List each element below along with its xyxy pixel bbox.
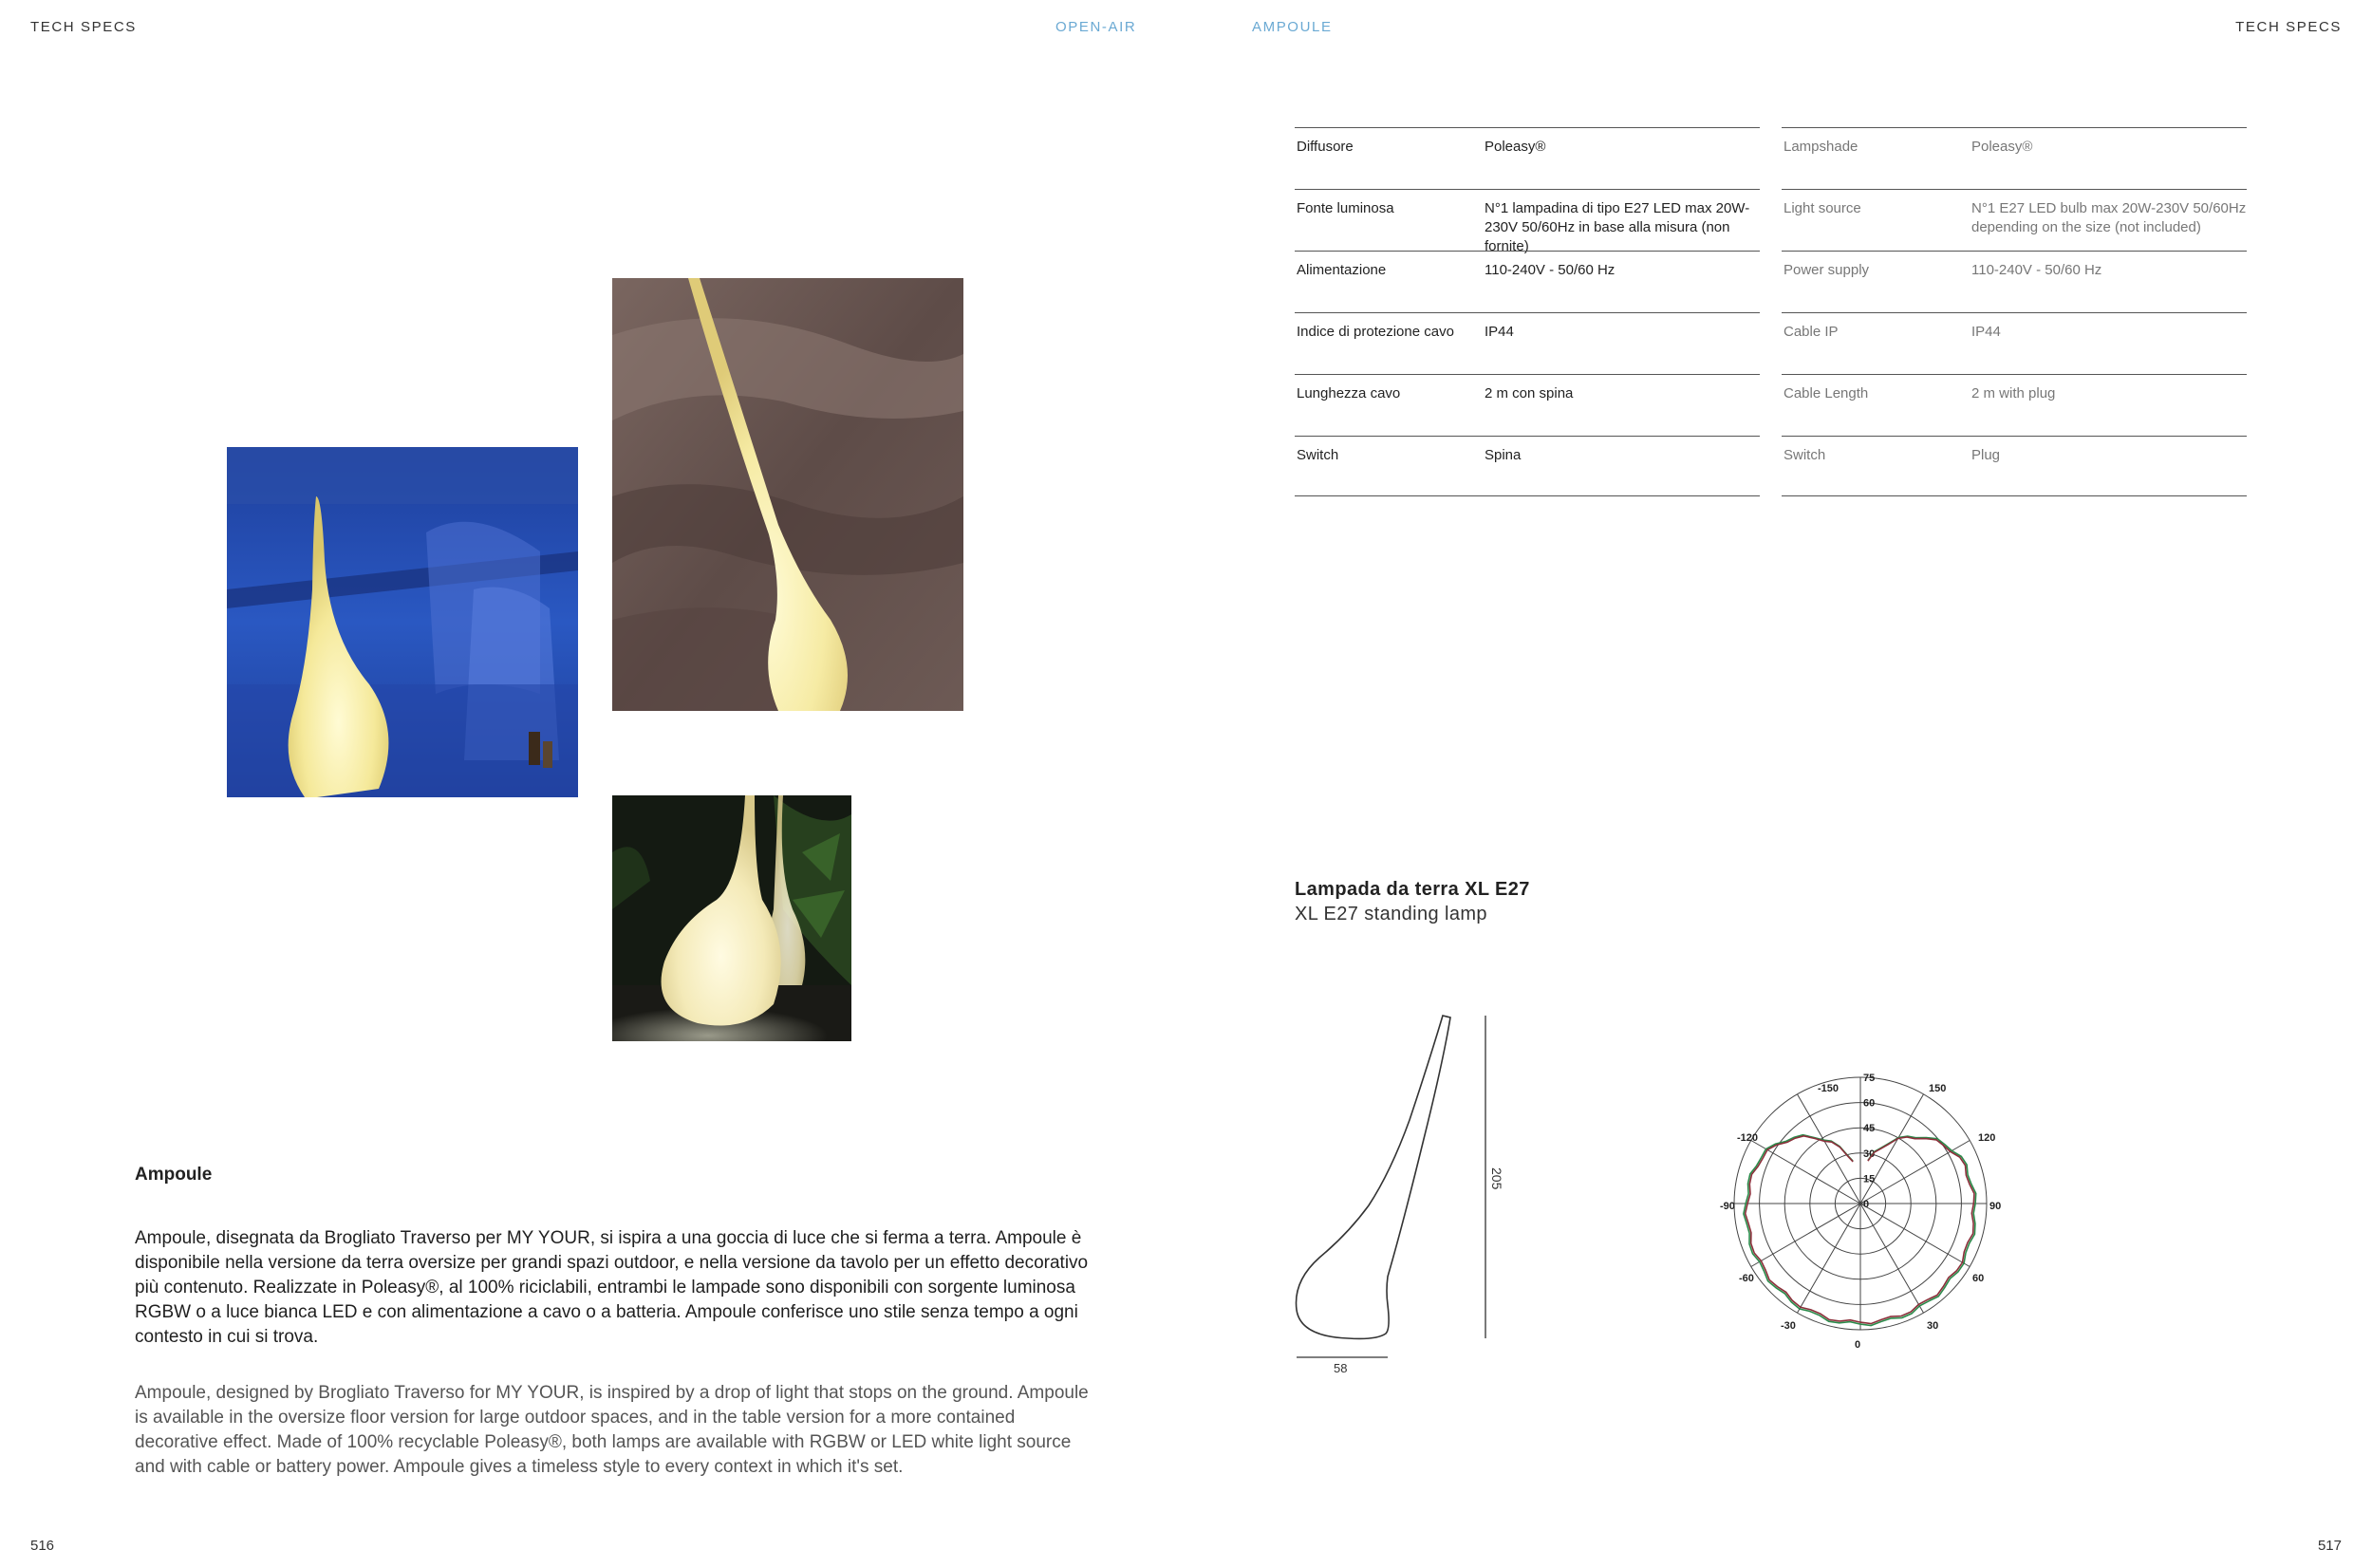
spec-value: 2 m with plug (1971, 385, 2056, 401)
spec-label: Fonte luminosa (1297, 200, 1394, 216)
polar-radial-label: 60 (1863, 1097, 1876, 1110)
spec-value: Plug (1971, 447, 2001, 463)
polar-spoke (1798, 1094, 1861, 1204)
spec-row (1295, 312, 1760, 374)
spec-value: N°1 lampadina di tipo E27 LED max 20W-230V 50/60Hz in base alla misura (non fornite) (1485, 200, 1750, 254)
lamp-title: Lampada da terra XL E27 (1295, 879, 1530, 900)
polar-radial-label: 45 (1863, 1123, 1876, 1135)
polar-angle-label: 60 (1972, 1273, 1985, 1284)
spec-label: Switch (1784, 447, 1826, 463)
spec-label: Light source (1784, 200, 1861, 216)
spec-label: Cable Length (1784, 385, 1869, 401)
product-description-en: Ampoule, designed by Brogliato Traverso for MY YOUR, is inspired by a drop of light that stops on the ground. Ampoule is available in the oversize floor version for large outdoor spaces, and in the table version for a more contained decorative effect. Made of 100% recyclable Poleasy®, both lamps are available with RGBW or LED white light source and with cable or battery power. Ampoule gives a timeless style to every context in which it's set. (135, 1383, 1089, 1477)
lamp-subtitle: XL E27 standing lamp (1295, 904, 1487, 924)
polar-angle-label: 150 (1929, 1083, 1947, 1094)
nav-open-air[interactable]: OPEN-AIR (1055, 19, 1137, 35)
spec-value: Poleasy® (1971, 139, 2033, 155)
spec-table-en (1782, 127, 2247, 496)
spec-value: 110-240V - 50/60 Hz (1971, 262, 2102, 278)
spec-row (1782, 127, 2247, 189)
spec-row (1295, 436, 1760, 496)
spec-row (1295, 189, 1760, 254)
spec-label: Switch (1297, 447, 1339, 463)
polar-light-distribution-diagram (1699, 1054, 2022, 1357)
photo-ampoule-rocks (612, 278, 963, 711)
lamp-outline (1297, 1016, 1451, 1338)
spec-row (1782, 189, 2247, 251)
polar-spoke (1798, 1204, 1861, 1313)
polar-radial-label: 15 (1863, 1173, 1876, 1185)
spec-label: Cable IP (1784, 324, 1839, 340)
polar-spoke (1860, 1204, 1924, 1313)
spec-row (1782, 251, 2247, 312)
height-label: 205 (1489, 1167, 1504, 1190)
spec-label: Diffusore (1297, 139, 1354, 155)
polar-curve-secondary (1744, 1135, 1976, 1326)
polar-angle-label: -90 (1720, 1201, 1735, 1212)
page-number-right: 517 (2317, 1538, 2342, 1554)
spec-value: 2 m con spina (1485, 385, 1574, 401)
spec-table-it (1295, 127, 1760, 496)
polar-spoke (1860, 1204, 1970, 1267)
spec-row (1295, 251, 1760, 312)
polar-angle-label: 90 (1989, 1201, 2002, 1212)
spec-label: Lampshade (1784, 139, 1858, 155)
nav-ampoule[interactable]: AMPOULE (1252, 19, 1333, 35)
polar-radial-label: 0 (1863, 1199, 1870, 1210)
polar-angle-label: -120 (1737, 1132, 1759, 1144)
polar-angle-label: -60 (1739, 1273, 1754, 1284)
polar-radial-label: 30 (1863, 1148, 1876, 1160)
spec-row (1782, 312, 2247, 374)
product-title: Ampoule (135, 1165, 213, 1185)
spec-label: Lunghezza cavo (1297, 385, 1401, 401)
polar-angle-label: 0 (1855, 1339, 1861, 1351)
spec-value: Spina (1485, 447, 1522, 463)
header-left: TECH SPECS (30, 19, 137, 35)
polar-angle-label: -150 (1818, 1083, 1840, 1094)
polar-radial-label: 75 (1863, 1073, 1876, 1084)
spec-row (1295, 374, 1760, 436)
spec-value: Poleasy® (1485, 139, 1546, 155)
lamp-dimension-drawing (1281, 1006, 1528, 1386)
polar-angle-label: 30 (1927, 1320, 1939, 1332)
product-description-it: Ampoule, disegnata da Brogliato Traverso per MY YOUR, si ispira a una goccia di luce che si ferma a terra. Ampoule è disponibile nella versione da terra oversize per grandi spazi outdoor, e nella versione da tavolo per un effetto decorativo più contenuto. Realizzate in Poleasy®, al 100% riciclabili, entrambi le lampade sono disponibili con sorgente luminosa RGBW o a luce bianca LED e con alimentazione a cavo o a batteria. Ampoule conferisce uno stile senza tempo a ogni contesto in cui si trova. (135, 1228, 1089, 1347)
page-number-left: 516 (30, 1538, 55, 1554)
spec-label: Indice di protezione cavo (1297, 324, 1454, 340)
spec-value: IP44 (1485, 324, 1514, 340)
spec-label: Power supply (1784, 262, 1870, 278)
polar-angle-label: 120 (1978, 1132, 1996, 1144)
photo-ampoule-garden (612, 795, 851, 1041)
width-label: 58 (1334, 1361, 1348, 1375)
photo-ampoule-terrace (227, 447, 578, 797)
polar-spoke (1751, 1204, 1860, 1267)
header-right: TECH SPECS (2235, 19, 2342, 35)
spec-value: 110-240V - 50/60 Hz (1485, 262, 1616, 278)
spec-value: N°1 E27 LED bulb max 20W-230V 50/60Hz depending on the size (not included) (1971, 200, 2247, 235)
spec-row (1782, 374, 2247, 436)
spec-row (1295, 127, 1760, 189)
spec-row (1782, 436, 2247, 496)
spec-label: Alimentazione (1297, 262, 1387, 278)
spec-value: IP44 (1971, 324, 2001, 340)
polar-angle-label: -30 (1781, 1320, 1796, 1332)
